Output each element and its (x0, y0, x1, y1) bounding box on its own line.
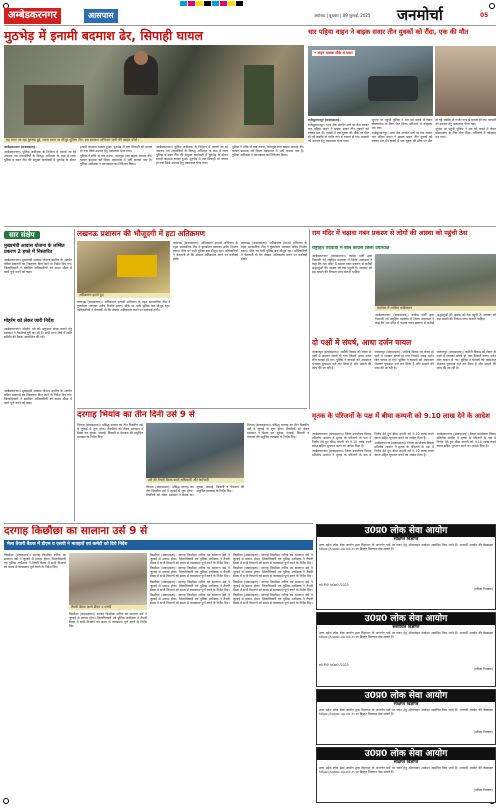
divider (4, 523, 313, 524)
story1-photo (4, 45, 304, 138)
story1-caption: यह भागा जा रहा मुठभेड़ हुई, घटना स्थल पर मौजूद पुलिस टीम, इस बदमाश अभियान जारी की फाइल फोटो। (4, 138, 304, 143)
divider (77, 408, 307, 409)
story2-para: सूचना पर पहुंची पुलिस ने शव को कब्जे में लेकर पोस्टमार्टम के लिए भेज दिया। परिजनों में कोहराम मच गया। (435, 127, 496, 140)
story9-para: किछौछा (संवाददाता)। दरगाह किछौछा शरीफ का सालाना उर्स 9 जुलाई से प्रारम्भ होगा। जिलाधिकारी एवं पुलिस अधीक्षक ने तैयारी बैठक में सभी विभागों को समय से व्यवस्थाएं पूर्ण करने के निर्देश दिए। (233, 566, 313, 579)
story9-para: किछौछा (संवाददाता)। दरगाह किछौछा शरीफ का सालाना उर्स 9 जुलाई से प्रारम्भ होगा। जिलाधिकारी एवं पुलिस अधीक्षक ने तैयारी बैठक में सभी विभागों को समय से व्यवस्थाएं पूर्ण करने के निर्देश दिए। (233, 592, 313, 606)
story9-para: किछौछा (संवाददाता)। दरगाह किछौछा शरीफ का सालाना उर्स 9 जुलाई से प्रारम्भ होगा। जिलाधिकारी एवं पुलिस अधीक्षक ने तैयारी बैठक में सभी विभागों को समय से व्यवस्थाएं पूर्ण करने के निर्देश दिए। (150, 566, 230, 579)
story7-body: भियांव (संवाददाता)। प्रसिद्ध दरगाह का तीन दिवसीय उर्स 9 जुलाई से शुरू होगा। तैयारियों को लेकर प्रशासन ने बैठक कर सुरक्षा, सफाई, बिजली व पेयजल की समुचित व्यवस्था के निर्देश दिए। (146, 485, 244, 498)
story7-body: भियांव (संवाददाता)। प्रसिद्ध दरगाह का तीन दिवसीय उर्स 9 जुलाई से शुरू होगा। तैयारियों को लेकर प्रशासन ने बैठक कर सुरक्षा, सफाई, बिजली व पेयजल की समुचित व्यवस्था के निर्देश दिए। (247, 423, 309, 440)
story4-body: लखनऊ (संवाददाता)। अतिक्रमण हटाओ अभियान के तहत प्रशासनिक टीम ने बुलडोजर चलाकर अवैध निर्माण हटाए। मौके पर भारी पुलिस बल मौजूद रहा। अधिकारियों ने चेतावनी दी कि दोबारा अतिक्रमण करने पर कार्रवाई होगी। (77, 300, 170, 313)
ad-title: उ0प्र0 लोक सेवा आयोग (317, 613, 495, 625)
ad-sign: (परीक्षा नियंत्रक) (473, 788, 493, 792)
story9-para: किछौछा (संवाददाता)। दरगाह किछौछा शरीफ का सालाना उर्स 9 जुलाई से प्रारम्भ होगा। जिलाधिकारी एवं पुलिस अधीक्षक ने तैयारी बैठक में सभी विभागों को समय से व्यवस्थाएं पूर्ण करने के निर्देश दिए। (150, 579, 230, 592)
story1-headline: मुठभेड़ में इनामी बदमाश ढेर, सिपाही घायल (4, 28, 203, 43)
story4-photo (77, 241, 170, 293)
section-label: आसपास (84, 9, 118, 23)
brief-body: अम्बेडकरनगर। मुख्यमंत्री आवास योजना ग्रामीण के अंतर्गत लंबित प्रकरणों का निस्तारण किए जाने के निर्देश दिए गए। जिलाधिकारी ने संबंधित अधिकारियों को समय सीमा में कार्य पूर्ण करने को कहा। (4, 258, 72, 275)
story9-body: किछौछा (संवाददाता)। दरगाह किछौछा शरीफ का सालाना उर्स 9 जुलाई से प्रारम्भ होगा। जिलाधिकारी एवं पुलिस अधीक्षक ने तैयारी बैठक में सभी विभागों को समय से व्यवस्थाएं पूर्ण करने के निर्देश दिए। (4, 553, 66, 570)
story7-caption: उर्स की तैयारी बैठक करते अधिकारी और कर्मचारी (146, 478, 244, 483)
dateline: अयोध्या | बुधवार | 09 जुलाई, 2025 (314, 13, 371, 18)
edition-label: अम्बेडकरनगर (4, 8, 61, 24)
ad-subtitle: संक्षिप्त विज्ञप्ति (393, 537, 419, 542)
brief-body: अम्बेडकरनगर। मुख्यमंत्री आवास योजना ग्रामीण के अंतर्गत लंबित प्रकरणों का निस्तारण किए जाने के निर्देश दिए गए। जिलाधिकारी ने संबंधित अधिकारियों को समय सीमा में कार्य पूर्ण करने को कहा। (4, 389, 72, 406)
story6-para: जलालपुर (संवाददाता)। जमीनी विवाद को लेकर दो पक्षों में जमकर संघर्ष हो गया जिसमें आधा दर्जन लोग घायल हो गए। पुलिस ने घायलों को अस्पताल भेजकर मुकदमा दर्ज कर लिया है और मामले की जांच की जा रही है। (436, 350, 496, 371)
story2-body (308, 118, 496, 223)
story5-body: अम्बेडकरनगर (संवाददाता)। कांग्रेस पार्टी द्वारा निकाली गई राष्ट्रहित पदयात्रा में जिला उपाध्यक्ष ने कहा कि राम मंदिर में चढ़ावा गबन प्रकरण से करोड़ों श्रद्धालुओं की आस्था को ठेस पहुंची है। सरकार को इस मामले की निष्पक्ष जांच करानी चाहिए। (375, 313, 496, 326)
story5-body: अम्बेडकरनगर (संवाददाता)। कांग्रेस पार्टी द्वारा निकाली गई राष्ट्रहित पदयात्रा में जिला उपाध्यक्ष ने कहा कि राम मंदिर में चढ़ावा गबन प्रकरण से करोड़ों श्रद्धालुओं की आस्था को ठेस पहुंची है। सरकार को इस मामले की निष्पक्ष जांच करानी चाहिए। (312, 254, 372, 275)
uppsc-ad (316, 612, 496, 687)
divider (4, 226, 496, 227)
story1-para: अम्बेडकरनगर (संवाददाता)। (4, 145, 37, 149)
story1-para: पुलिस ने मौके से एक तमंचा, कारतूस तथा बाइक बरामद की। घायल बदमाश को जिला अस्पताल में भर्ती कराया गया है। पुलिस अधीक्षक ने घटनास्थल का निरीक्षण किया। (80, 154, 152, 167)
story6-para: जलालपुर (संवाददाता)। जमीनी विवाद को लेकर दो पक्षों में जमकर संघर्ष हो गया जिसमें आधा दर्जन लोग घायल हो गए। पुलिस ने घायलों को अस्पताल भेजकर मुकदमा दर्ज कर लिया है और मामले की जांच की जा रही है। (374, 350, 434, 371)
ad-title: उ0प्र0 लोक सेवा आयोग (317, 525, 495, 537)
page-number: 05 (480, 12, 489, 19)
uppsc-ad (316, 524, 496, 610)
brief-title: मुख्यमंत्री आवास योजना के लम्बित प्रकरण 2 हफ्ते में निस्तारित (4, 244, 65, 255)
story1-para: अम्बेडकरनगर। पुलिस अधीक्षक के निर्देशन में चलाये जा रहे अपराध एवं अपराधियों के विरुद्ध अभियान के क्रम में थाना पुलिस व स्वाट टीम की संयुक्त कार्यवाही में मुठभेड़ के दौरान इनामी बदमाश घायल हुआ। मुठभेड़ में एक सिपाही भी घायल हो गया जिसे उपचार हेतु अस्पताल भेजा गया। (156, 145, 228, 166)
story8-para: अम्बेडकरनगर (संवाददाता)। जिला उपभोक्ता विवाद प्रतितोष आयोग ने मृतक के परिजनों के पक्ष में निर्णय देते हुए बीमा कंपनी को 9.10 लाख रुपये ब्याज सहित भुगतान करने का आदेश दिया है। (374, 441, 434, 458)
story2-para: राजेसुल्तानपुर। थाना क्षेत्र अंतर्गत मार्ग पर तेज रफ्तार चार पहिया वाहन ने बाइक सवार तीन युवकों को टक्कर मार दी। हादसे में एक युवक की मौके पर मौत हो गई जबकि दो गंभीर रूप से घायल हो गए। घायलों को उपचार हेतु अस्पताल भेजा गया। (308, 123, 369, 144)
story1-para: पुलिस ने मौके से एक तमंचा, कारतूस तथा बाइक बरामद की। घायल बदमाश को जिला अस्पताल में भर्ती कराया गया है। पुलिस अधीक्षक ने घटनास्थल का निरीक्षण किया। (232, 145, 304, 158)
uppsc-ad (316, 747, 496, 803)
ad-title: उ0प्र0 लोक सेवा आयोग (317, 690, 495, 702)
divider (74, 229, 75, 521)
story5-headline: राम मंदिर में चढ़ावा गबन प्रकरण से लोगों की आस्था को पहुंची ठेस (312, 229, 468, 237)
story8-para: अम्बेडकरनगर (संवाददाता)। जिला उपभोक्ता विवाद प्रतितोष आयोग ने मृतक के परिजनों के पक्ष में निर्णय देते हुए बीमा कंपनी को 9.10 लाख रुपये ब्याज सहित भुगतान करने का आदेश दिया है। (436, 432, 496, 449)
story2-badge: • वाहन चालक मौके से फरार (314, 51, 353, 55)
ad-title: उ0प्र0 लोक सेवा आयोग (317, 748, 495, 760)
story2-photo (308, 46, 433, 116)
story8-para: अम्बेडकरनगर (संवाददाता)। जिला उपभोक्ता विवाद प्रतितोष आयोग ने मृतक के परिजनों के पक्ष में निर्णय देते हुए बीमा कंपनी को 9.10 लाख रुपये ब्याज सहित भुगतान करने का आदेश दिया है। (312, 432, 372, 449)
story2-para: राजेसुल्तानपुर (संवाददाता)। (308, 118, 341, 122)
ad-subtitle: संशोधित विज्ञप्ति (392, 625, 420, 630)
ad-ref: रा0 नि0 /उ0प्र0 /2025 (319, 663, 349, 667)
brief-title: मोहर्रम को लेकर जारी निर्देश (4, 319, 54, 324)
story4-caption: अतिक्रमण हटाते हुए (77, 293, 170, 298)
color-strip (180, 1, 320, 6)
ad-body: उत्तर प्रदेश लोक सेवा आयोग द्वारा विज्ञापन के अन्तर्गत पदों पर चयन हेतु ऑनलाइन आवेदन आमंत्रित किए जाते हैं। अभ्यर्थी आयोग की वेबसाइट https://uppsc.up.nic.in पर विस्तृत विज्ञापन देख सकते हैं। (319, 708, 493, 717)
story5-photo (375, 254, 496, 306)
uppsc-ad (316, 689, 496, 745)
story7-photo (146, 423, 244, 478)
story9-body (150, 553, 313, 803)
ad-sign: (परीक्षा नियंत्रक) (473, 730, 493, 734)
story8-body (312, 432, 496, 521)
story7-headline: दरगाह भियांव का तीन दिनी उर्स 9 से (77, 410, 195, 420)
story9-para: किछौछा (संवाददाता)। दरगाह किछौछा शरीफ का सालाना उर्स 9 जुलाई से प्रारम्भ होगा। जिलाधिकारी एवं पुलिस अधीक्षक ने तैयारी बैठक में सभी विभागों को समय से व्यवस्थाएं पूर्ण करने के निर्देश दिए। (233, 579, 313, 592)
brief-column (4, 229, 72, 521)
brief-body: अम्बेडकरनगर। मोहर्रम पर्व को सकुशल संपन्न कराने हेतु प्रशासन ने तैयारियां पूरी कर ली हैं। सभी थाना क्षेत्रों में शांति समिति की बैठक आयोजित की गई। (4, 327, 72, 340)
story1-body (4, 145, 304, 225)
story9-caption: तैयारी बैठक करते डीएम व एसपी (69, 605, 147, 610)
story6-body (312, 350, 496, 410)
story5-caption: पदयात्रा में शामिल कांग्रेसजन (375, 306, 496, 311)
ad-subtitle: संक्षिप्त विज्ञप्ति (393, 702, 419, 707)
story9-para: किछौछा (संवाददाता)। दरगाह किछौछा शरीफ का सालाना उर्स 9 जुलाई से प्रारम्भ होगा। जिलाधिकारी एवं पुलिस अधीक्षक ने तैयारी बैठक में सभी विभागों को समय से व्यवस्थाएं पूर्ण करने के निर्देश दिए। (150, 553, 230, 566)
ad-body: उत्तर प्रदेश लोक सेवा आयोग द्वारा विज्ञापन के अन्तर्गत पदों पर चयन हेतु ऑनलाइन आवेदन आमंत्रित किए जाते हैं। अभ्यर्थी आयोग की वेबसाइट https://uppsc.up.nic.in पर विस्तृत विज्ञापन देख सकते हैं। (319, 543, 493, 552)
divider (309, 229, 310, 409)
story9-subhead: मेला तैयारी बैठक में डीएम व एसपी ने मातहतों एवं कमेटी को दिये निर्देश (4, 540, 313, 550)
ad-ref: रा0 नि0 /उ0प्र0 /2025 (319, 583, 349, 587)
ad-body: उत्तर प्रदेश लोक सेवा आयोग द्वारा विज्ञापन के अन्तर्गत पदों पर चयन हेतु ऑनलाइन आवेदन आमंत्रित किए जाते हैं। अभ्यर्थी आयोग की वेबसाइट https://uppsc.up.nic.in पर विस्तृत विज्ञापन देख सकते हैं। (319, 631, 493, 640)
story8-para: अम्बेडकरनगर (संवाददाता)। जिला उपभोक्ता विवाद प्रतितोष आयोग ने मृतक के परिजनों के पक्ष में निर्णय देते हुए बीमा कंपनी को 9.10 लाख रुपये ब्याज सहित भुगतान करने का आदेश दिया है। (312, 432, 434, 458)
story6-para: जलालपुर (संवाददाता)। जमीनी विवाद को लेकर दो पक्षों में जमकर संघर्ष हो गया जिसमें आधा दर्जन लोग घायल हो गए। पुलिस ने घायलों को अस्पताल भेजकर मुकदमा दर्ज कर लिया है और मामले की जांच की जा रही है। (312, 350, 372, 371)
story2-para: राजेसुल्तानपुर। थाना क्षेत्र अंतर्गत मार्ग पर तेज रफ्तार चार पहिया वाहन ने बाइक सवार तीन युवकों को टक्कर मार दी। हादसे में एक युवक की मौके पर मौत हो गई जबकि दो गंभीर रूप से घायल हो गए। घायलों को उपचार हेतु अस्पताल भेजा गया। (371, 118, 496, 144)
story2-headline: चार पहिया वाहन ने बाइक सवार तीन युवकों को रौंदा, एक की मौत (308, 28, 469, 36)
brief-tag: सार संक्षेप (4, 231, 40, 239)
ad-sign: (परीक्षा नियंत्रक) (473, 587, 493, 592)
story9-para: किछौछा (संवाददाता)। दरगाह किछौछा शरीफ का सालाना उर्स 9 जुलाई से प्रारम्भ होगा। जिलाधिकारी एवं पुलिस अधीक्षक ने तैयारी बैठक में सभी विभागों को समय से व्यवस्थाएं पूर्ण करने के निर्देश दिए। (233, 553, 313, 566)
story4-headline: लखनऊ प्रशासन की भौजूदगी में हटा अतिक्रमण (77, 229, 206, 238)
story2-person-photo (435, 46, 496, 116)
brand-logo: जनमोर्चा (397, 6, 443, 24)
ad-body: उत्तर प्रदेश लोक सेवा आयोग द्वारा विज्ञापन के अन्तर्गत पदों पर चयन हेतु ऑनलाइन आवेदन आमंत्रित किए जाते हैं। अभ्यर्थी आयोग की वेबसाइट https://uppsc.up.nic.in पर विस्तृत विज्ञापन देख सकते हैं। (319, 766, 493, 775)
story6-headline: दो पक्षों में संघर्ष, आधा दर्जन घायल (312, 338, 412, 347)
masthead (4, 8, 496, 26)
story9-para: किछौछा (संवाददाता)। दरगाह किछौछा शरीफ का सालाना उर्स 9 जुलाई से प्रारम्भ होगा। जिलाधिकारी एवं पुलिस अधीक्षक ने तैयारी बैठक में सभी विभागों को समय से व्यवस्थाएं पूर्ण करने के निर्देश दिए। (150, 592, 230, 606)
story9-headline: दरगाह किछौछा का सालाना उर्स 9 से (4, 525, 148, 537)
ad-sign: (परीक्षा नियंत्रक) (473, 667, 493, 672)
story9-body: किछौछा (संवाददाता)। दरगाह किछौछा शरीफ का सालाना उर्स 9 जुलाई से प्रारम्भ होगा। जिलाधिकारी एवं पुलिस अधीक्षक ने तैयारी बैठक में सभी विभागों को समय से व्यवस्थाएं पूर्ण करने के निर्देश दिए। (69, 612, 147, 629)
story5-subhead: राष्ट्रहित पदयात्रा में बोले कांग्रेस जिला उपाध्यक्ष (312, 246, 390, 251)
story4-body: लखनऊ (संवाददाता)। अतिक्रमण हटाओ अभियान के तहत प्रशासनिक टीम ने बुलडोजर चलाकर अवैध निर्माण हटाए। मौके पर भारी पुलिस बल मौजूद रहा। अधिकारियों ने चेतावनी दी कि दोबारा अतिक्रमण करने पर कार्रवाई होगी। (241, 241, 307, 262)
story9-photo (69, 553, 147, 605)
story1-para: अम्बेडकरनगर। पुलिस अधीक्षक के निर्देशन में चलाये जा रहे अपराध एवं अपराधियों के विरुद्ध अभियान के क्रम में थाना पुलिस व स्वाट टीम की संयुक्त कार्यवाही में मुठभेड़ के दौरान इनामी बदमाश घायल हुआ। मुठभेड़ में एक सिपाही भी घायल हो गया जिसे उपचार हेतु अस्पताल भेजा गया। (4, 145, 152, 163)
story4-body: लखनऊ (संवाददाता)। अतिक्रमण हटाओ अभियान के तहत प्रशासनिक टीम ने बुलडोजर चलाकर अवैध निर्माण हटाए। मौके पर भारी पुलिस बल मौजूद रहा। अधिकारियों ने चेतावनी दी कि दोबारा अतिक्रमण करने पर कार्रवाई होगी। (173, 241, 238, 262)
story2-para: सूचना पर पहुंची पुलिस ने शव को कब्जे में लेकर पोस्टमार्टम के लिए भेज दिया। परिजनों में कोहराम मच गया। (371, 118, 433, 131)
story8-headline: मृतक के परिजनों के पक्ष में बीमा कम्पनी को 9.10 लाख देने के आदेश (312, 412, 490, 420)
ad-subtitle: संक्षिप्त विज्ञप्ति (393, 760, 419, 765)
story7-body: भियांव (संवाददाता)। प्रसिद्ध दरगाह का तीन दिवसीय उर्स 9 जुलाई से शुरू होगा। तैयारियों को लेकर प्रशासन ने बैठक कर सुरक्षा, सफाई, बिजली व पेयजल की समुचित व्यवस्था के निर्देश दिए। (77, 423, 143, 440)
